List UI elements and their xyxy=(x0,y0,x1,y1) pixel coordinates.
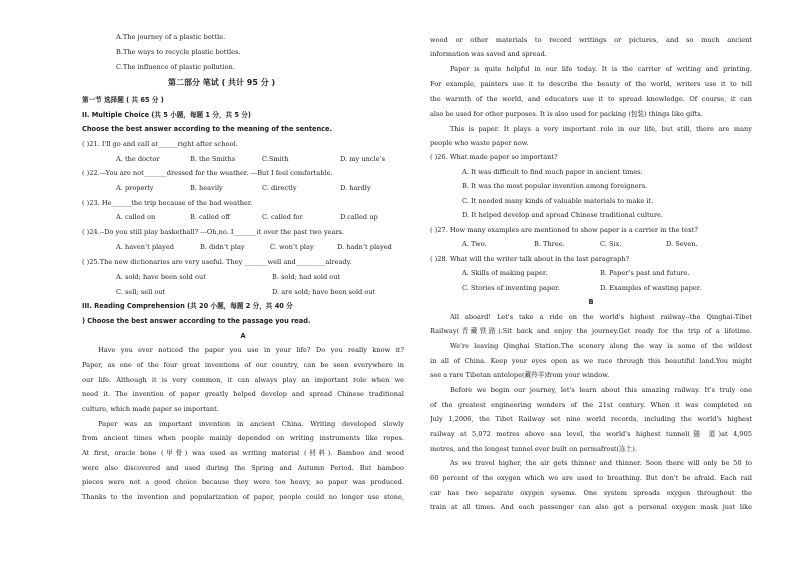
passage-b-line: Before we begin our journey, let's learn about this amazing railway. It's truly one xyxy=(450,386,752,394)
passage-a-line: need it. The invention of paper greatly helped develop and spread Chinese traditional xyxy=(82,390,404,398)
passage-a-line: our life. Although it is very common, it can always play an important role when we xyxy=(82,376,404,384)
passage-a-line: At first, oracle bone (甲骨) was used as writing material (材料). Bamboo and wood xyxy=(82,449,404,457)
passage-b-line: train at all times. And each passenger can also get a personal oxygen mask just like xyxy=(430,503,752,511)
q26-option-d: D. It helped develop and spread Chinese traditional culture. xyxy=(462,211,664,219)
passage-a-line: pieces were not a good choice because they were too heavy, so paper was produced. xyxy=(82,478,404,486)
question-27: ( )27. How many examples are mentioned to show paper is a carrier in the text? xyxy=(430,226,698,234)
prev-option-a: A.The journey of a plastic bottle. xyxy=(116,33,226,41)
prev-option-b: B.The ways to recycle plastic bottles. xyxy=(116,48,241,56)
passage-line: This is paper. It plays a very important role in our life, but still, there are many xyxy=(450,125,752,133)
passage-b-label: B xyxy=(588,298,594,306)
passage-b-line: Railway(青藏铁路).Sit back and enjoy the journey.Get ready for the trip of a lifetime. xyxy=(430,327,752,335)
passage-line: Paper is quite helpful in our life today. It is the carrier of writing and printing. xyxy=(450,65,752,73)
q22-option-b: B. heavily xyxy=(190,184,223,192)
passage-b-line: All aboard! Let's take a ride on the world's highest railway--the Qinghai-Tibet xyxy=(450,313,752,321)
passage-a-label: A xyxy=(240,332,246,340)
q28-option-d: D. Examples of wasting paper. xyxy=(600,284,702,292)
q23-option-a: A. called on xyxy=(116,213,156,221)
passage-a-line: culture, which made paper so important. xyxy=(82,405,219,413)
q28-option-a: A. Skills of making paper. xyxy=(462,269,548,277)
part2-title: 第二部分 笔试 ( 共计 95 分 ) xyxy=(168,78,276,87)
passage-line: For example, painters use it to describe the beauty of the world, writers use it to tell xyxy=(430,80,752,88)
passage-a-line: Have you ever noticed the paper you use in your life? Do you really know it? xyxy=(98,346,404,354)
q21-option-b: B. the Smiths xyxy=(190,155,236,163)
passage-line: wood or other materials to record writings or pictures, and so much ancient xyxy=(430,36,752,44)
rc-heading: III. Reading Comprehension (共 20 小题，每题 2 分，共 40 分 xyxy=(82,302,293,310)
q22-option-d: D. hardly xyxy=(340,184,371,192)
q26-option-b: B. It was the most popular invention among foreigners. xyxy=(462,182,648,190)
q24-option-a: A. haven’t played xyxy=(116,243,174,251)
passage-b-line: metres, and the longest tunnel ever built on permafrost(冻土). xyxy=(430,445,637,453)
mc-instruction: Choose the best answer according to the meaning of the sentence. xyxy=(82,125,333,133)
passage-b-line: 60 percent of the oxygen which we are used to breathing. But don't be afraid. Each rail xyxy=(430,474,752,482)
passage-b-line: see a rare Tibetan antelope(藏羚羊)from your window. xyxy=(430,371,610,379)
q21-option-c: C.Smith xyxy=(262,155,289,163)
passage-a-line: were also discovered and used during the Spring and Autumn Period. But bamboo xyxy=(82,464,404,472)
q23-option-d: D.called up xyxy=(340,213,378,221)
passage-line: information was saved and spread. xyxy=(430,50,547,58)
passage-b-line: car has two separate oxygen sysems. One system spreads oxygen throughout the xyxy=(430,489,752,497)
q24-option-c: C. won’t play xyxy=(270,243,314,251)
q22-option-a: A. properly xyxy=(116,184,154,192)
q24-option-d: D. hadn’t played xyxy=(337,243,392,251)
q25-option-d: D. are sold; have been sold out xyxy=(272,288,376,296)
q27-option-a: A. Two. xyxy=(462,240,487,248)
question-24: ( )24.--Do you still play basketball? ---Oh,no. I_______it over the past two years. xyxy=(82,228,345,236)
passage-b-line: July 1,2006, the Tibet Railway set nine world records, including the world's highest xyxy=(430,415,752,423)
passage-b-line: railway at 5,072 metres above sea level, the world's highest tunnel(隧 道)at 4,905 xyxy=(430,430,752,438)
q27-option-c: C. Six. xyxy=(600,240,622,248)
question-21: ( )21. I'll go and call at______right after school. xyxy=(82,140,238,148)
rc-instruction: ) Choose the best answer according to the passage you read. xyxy=(82,317,311,325)
passage-a-line: Thanks to the invention and popularization of paper, people could no longer use stone, xyxy=(82,493,404,501)
question-25: ( )25.The new dictionaries are very useful. They _______well and_________already. xyxy=(82,258,352,266)
q23-option-b: B. called off xyxy=(190,213,230,221)
passage-a-line: from ancient times when people mainly depended on writing instruments like ropes. xyxy=(82,434,404,442)
passage-b-line: in all of China. Keep your eyes open as we race through this beautiful land.You might xyxy=(430,357,752,365)
question-28: ( )28. What will the writer talk about in the last paragraph? xyxy=(430,255,630,263)
q23-option-c: C. called for xyxy=(262,213,303,221)
passage-b-line: of the greatest engineering wonders of the 21st century. When it was completed on xyxy=(430,401,752,409)
passage-line: also be used for other purposes. It is also used for packing (包装) things like gifts. xyxy=(430,110,703,118)
passage-b-line: We're leaving Qinghai Station.The scenery along the way is some of the wildest xyxy=(450,342,752,350)
q22-option-c: C. directly xyxy=(262,184,297,192)
q27-option-b: B. Three. xyxy=(534,240,565,248)
q27-option-d: D. Seven. xyxy=(666,240,698,248)
question-26: ( )26. What made paper so important? xyxy=(430,153,558,161)
q28-option-b: B. Paper’s past and future. xyxy=(600,269,690,277)
q25-option-a: A. sold; have been sold out xyxy=(116,273,206,281)
section1-heading: 第一节 选择题 ( 共 65 分 ) xyxy=(82,96,164,104)
prev-option-c: C.The influence of plastic pollution. xyxy=(116,63,235,71)
passage-a-line: Paper was an important invention in ancient China. Writing developed slowly xyxy=(98,420,404,428)
passage-line: people who waste paper now. xyxy=(430,139,529,147)
passage-line: the warmth of the world, and educators use it to spread knowledge. Of course, it can xyxy=(430,95,752,103)
q26-option-a: A. It was difficult to find much paper in ancient times. xyxy=(462,168,643,176)
q21-option-a: A. the doctor xyxy=(116,155,160,163)
question-23: ( )23. He______the trip because of the bad weather. xyxy=(82,199,253,207)
passage-b-line: As we travel higher, the air gets thinner and thinner. Soon there will only be 50 to xyxy=(450,459,752,467)
q26-option-c: C. It needed many kinds of valuable materials to make it. xyxy=(462,197,654,205)
q25-option-b: B. sold; had sold out xyxy=(272,273,341,281)
q28-option-c: C. Stories of inventing paper. xyxy=(462,284,560,292)
question-22: ( )22.---You are not_______dressed for the weather. ---But I feel comfortable. xyxy=(82,169,333,177)
q21-option-d: D. my uncle’s xyxy=(340,155,385,163)
q24-option-b: B. didn’t play xyxy=(200,243,245,251)
q25-option-c: C. sell; sell out xyxy=(116,288,166,296)
mc-heading: II. Multiple Choice (共 5 小题，每题 1 分，共 5 分) xyxy=(82,111,251,119)
passage-a-line: Paper, as one of the four great inventions of our country, can be seen everywhere in xyxy=(82,361,404,369)
